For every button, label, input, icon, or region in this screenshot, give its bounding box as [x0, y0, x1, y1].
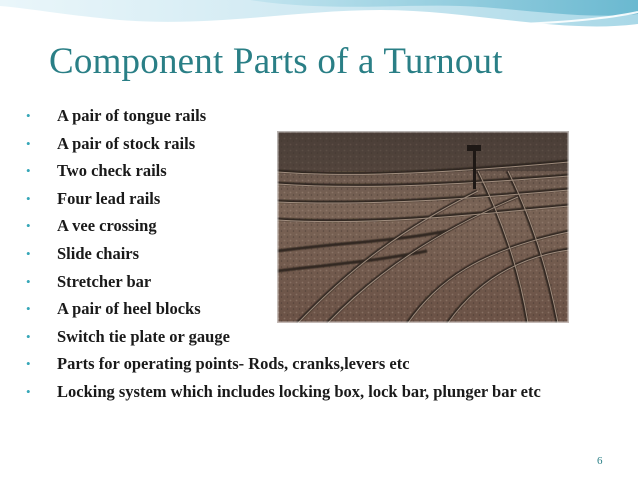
list-item-text: A pair of tongue rails: [57, 106, 207, 125]
list-item-text: Four lead rails: [57, 188, 161, 208]
list-item-text: Slide chairs: [57, 243, 140, 263]
bullet-icon: •: [26, 273, 31, 289]
bullet-icon: •: [26, 218, 31, 234]
bullet-icon: •: [26, 190, 31, 206]
list-item-text: A pair of heel blocks: [57, 299, 201, 319]
page-number: 6: [597, 455, 603, 467]
bullet-icon: •: [26, 135, 31, 151]
bullet-icon: •: [26, 356, 31, 372]
list-item: [20, 354, 590, 374]
list-item-text: Parts for operating points- Rods, cranks,levers etc: [57, 354, 410, 374]
railway-turnout-photo: [277, 131, 569, 323]
list-item-text: A vee crossing: [57, 216, 157, 236]
bullet-icon: •: [26, 301, 31, 317]
bullet-icon: •: [26, 245, 31, 261]
list-item-text: Locking system which includes locking box, lock bar, plunger bar etc: [57, 381, 541, 401]
bullet-icon: •: [26, 108, 31, 123]
list-item: [20, 106, 590, 126]
bullet-icon: •: [26, 383, 31, 399]
list-item-text: A pair of stock rails: [57, 133, 196, 153]
bullet-icon: •: [26, 163, 31, 179]
slide-title: Component Parts of a Turnout: [49, 41, 503, 82]
list-item-text: Switch tie plate or gauge: [57, 326, 230, 346]
list-item: [20, 382, 590, 402]
list-item: [20, 327, 590, 347]
list-item-text: Two check rails: [57, 161, 167, 181]
list-item-text: Stretcher bar: [57, 271, 152, 291]
bullet-icon: •: [26, 328, 31, 344]
